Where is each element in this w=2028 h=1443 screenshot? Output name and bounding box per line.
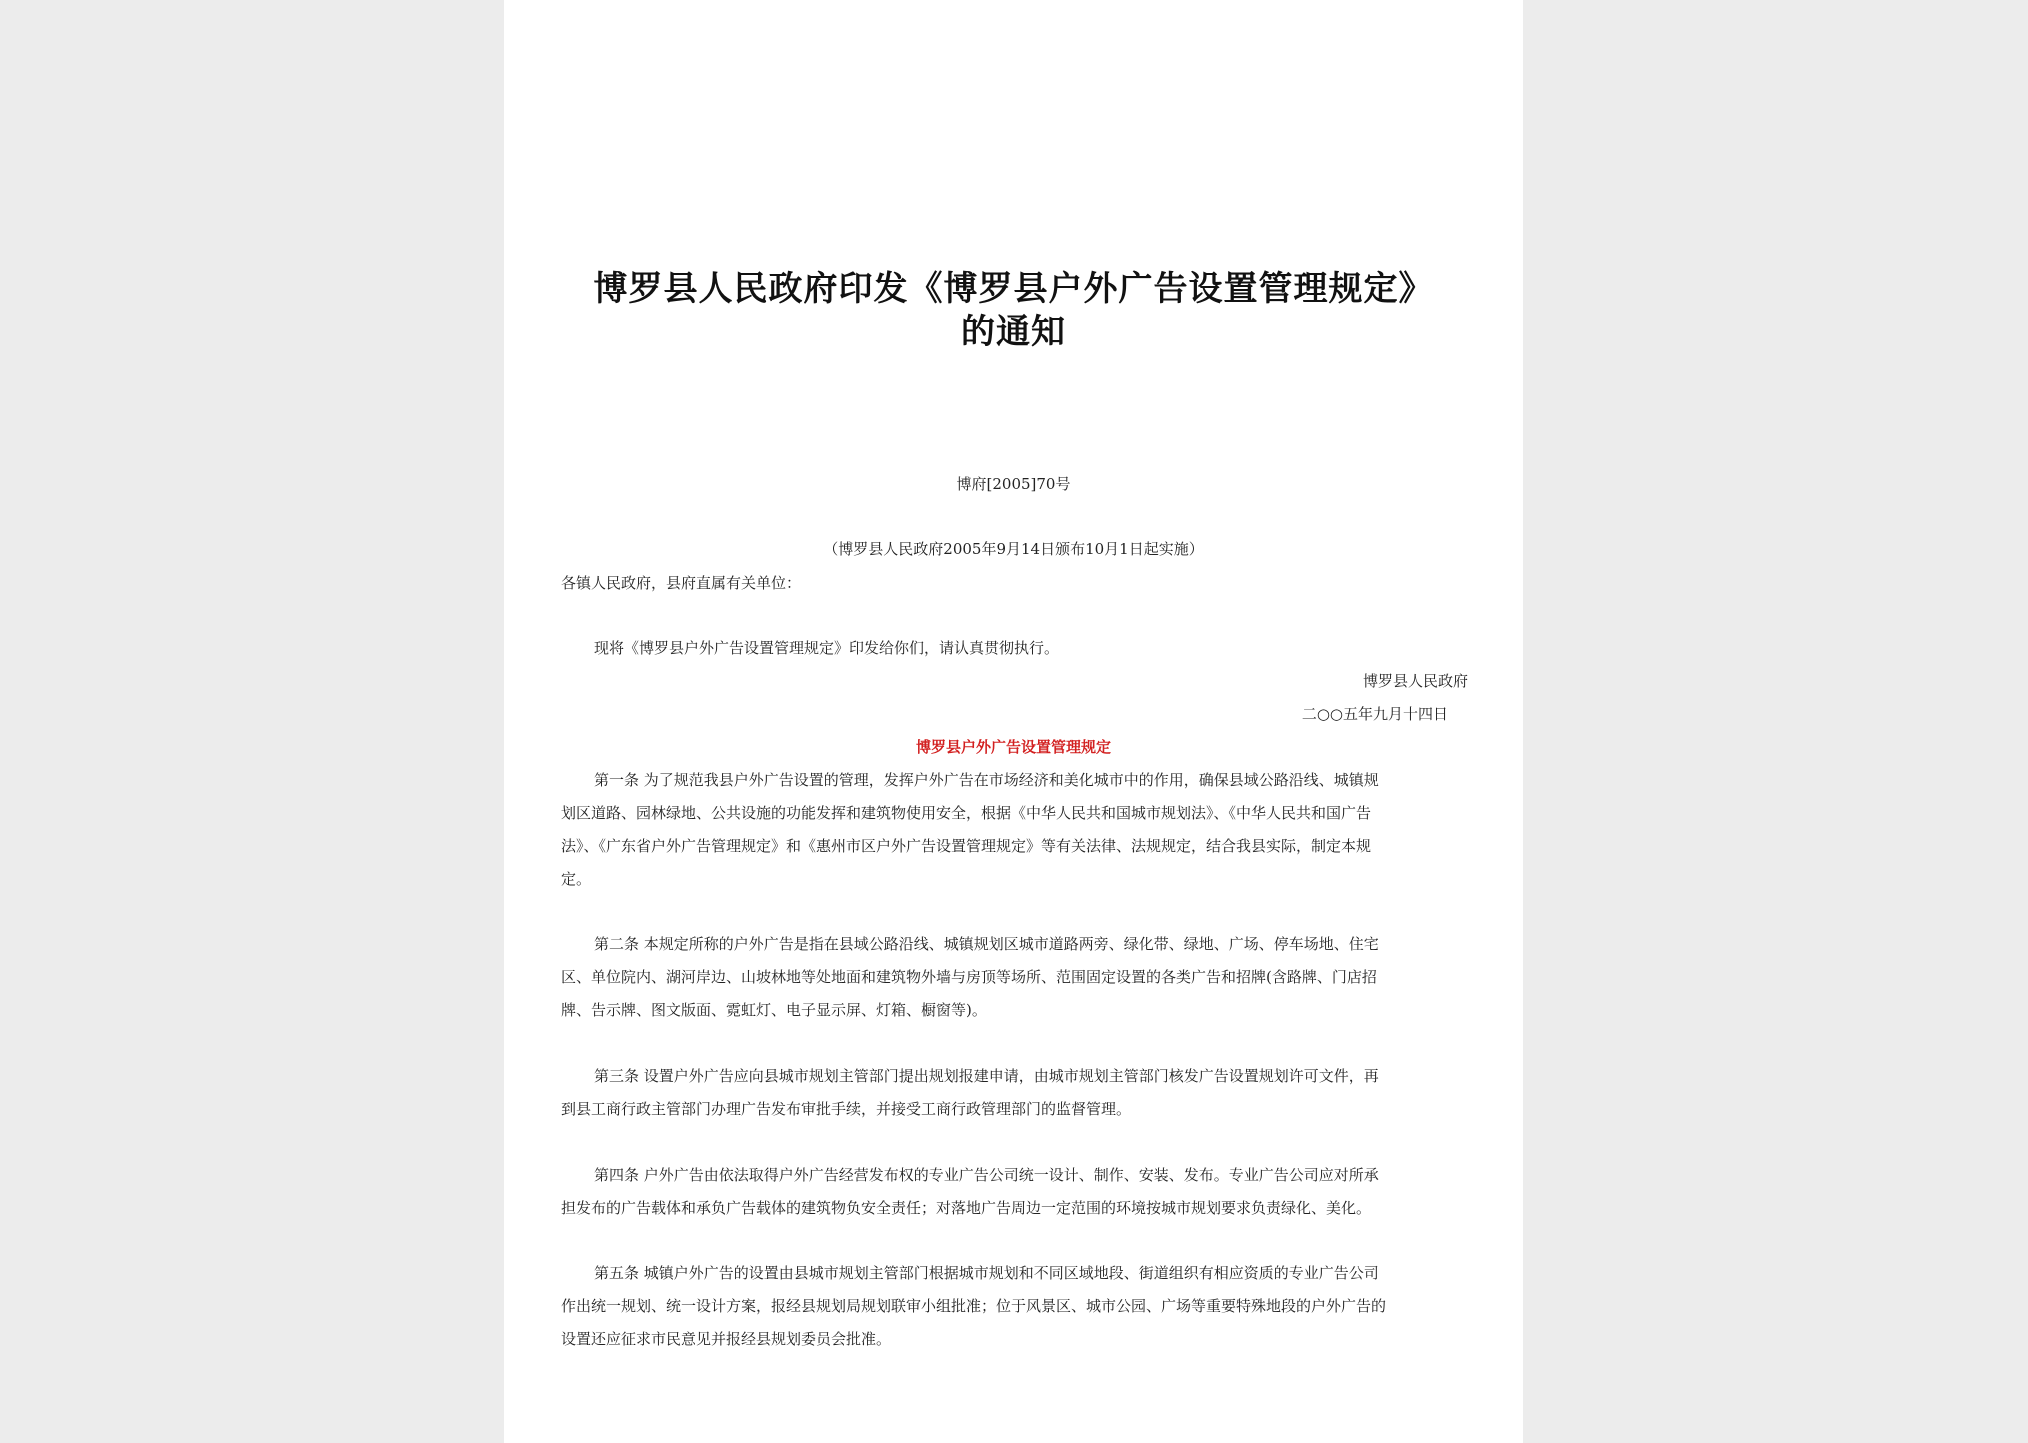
sign-date: 二○○五年九月十四日 xyxy=(1301,705,1448,723)
regulation-title: 博罗县户外广告设置管理规定 xyxy=(915,738,1111,756)
article-3-line-1: 第三条 设置户外广告应向县城市规划主管部门提出规划报建申请，由城市规划主管部门核发广告设置规划许可文件，再 xyxy=(594,1067,1379,1085)
article-5-line-2: 作出统一规划、统一设计方案，报经县规划局规划联审小组批准；位于风景区、城市公园、广场等重要特殊地段的户外广告的 xyxy=(561,1297,1387,1315)
article-1-line-3: 法》、《广东省户外广告管理规定》和《惠州市区户外广告设置管理规定》等有关法律、法规规定，结合我县实际，制定本规 xyxy=(561,837,1372,855)
document-title-line2: 的通知 xyxy=(961,312,1066,352)
article-5-line-3: 设置还应征求市民意见并报经县规划委员会批准。 xyxy=(561,1330,892,1348)
document-title-line1: 博罗县人民政府印发《博罗县户外广告设置管理规定》 xyxy=(593,269,1434,309)
issue-note: （博罗县人民政府2005年9月14日颁布10月1日起实施） xyxy=(823,540,1204,558)
article-2-line-2: 区、单位院内、湖河岸边、山坡林地等处地面和建筑物外墙与房顶等场所、范围固定设置的各类广告和招牌(含路牌、门店招 xyxy=(561,968,1377,986)
article-5-line-1: 第五条 城镇户外广告的设置由县城市规划主管部门根据城市规划和不同区域地段、街道组织有相应资质的专业广告公司 xyxy=(594,1264,1379,1282)
notice-body: 现将《博罗县户外广告设置管理规定》印发给你们，请认真贯彻执行。 xyxy=(594,639,1060,657)
article-1-line-1: 第一条 为了规范我县户外广告设置的管理，发挥户外广告在市场经济和美化城市中的作用，确保县域公路沿线、城镇规 xyxy=(594,771,1379,789)
article-2-line-3: 牌、告示牌、图文版面、霓虹灯、电子显示屏、灯箱、橱窗等)。 xyxy=(561,1001,987,1019)
article-4-line-1: 第四条 户外广告由依法取得户外广告经营发布权的专业广告公司统一设计、制作、安装、发布。专业广告公司应对所承 xyxy=(594,1166,1379,1184)
article-4-line-2: 担发布的广告载体和承负广告载体的建筑物负安全责任；对落地广告周边一定范围的环境按城市规划要求负责绿化、美化。 xyxy=(561,1199,1372,1217)
article-1-line-4: 定。 xyxy=(561,870,592,888)
article-1-line-2: 划区道路、园林绿地、公共设施的功能发挥和建筑物使用安全，根据《中华人民共和国城市规划法》、《中华人民共和国广告 xyxy=(561,804,1372,822)
article-2-line-1: 第二条 本规定所称的户外广告是指在县域公路沿线、城镇规划区城市道路两旁、绿化带、绿地、广场、停车场地、住宅 xyxy=(594,935,1379,953)
article-3-line-2: 到县工商行政主管部门办理广告发布审批手续，并接受工商行政管理部门的监督管理。 xyxy=(561,1100,1132,1118)
document-number: 博府[2005]70号 xyxy=(956,475,1071,493)
addressee: 各镇人民政府，县府直属有关单位： xyxy=(561,574,802,592)
signature: 博罗县人民政府 xyxy=(1362,672,1468,690)
document-page xyxy=(504,0,1523,1443)
